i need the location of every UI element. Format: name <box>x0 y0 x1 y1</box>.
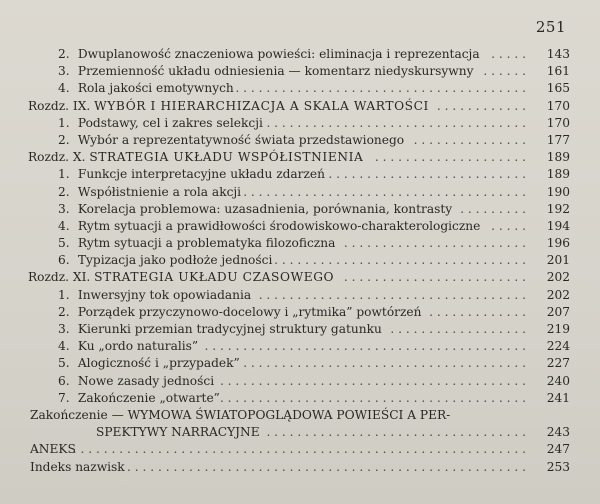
toc-entry-title <box>58 46 480 63</box>
toc-entry-title <box>28 269 334 286</box>
toc-entry-title <box>58 63 473 80</box>
toc-entry-title <box>58 338 198 355</box>
toc-entry-text: Przemienność układu odniesienia — komentarz niedyskursywny <box>77 64 474 79</box>
toc-entry-number: Rozdz. X. <box>28 150 86 165</box>
dot-leader: . . . . . . . . . . . . <box>436 98 526 113</box>
toc-entry-page: 202 <box>546 287 570 302</box>
toc-entry <box>30 424 570 441</box>
dot-leader: . . . . . . . . . . . . . . . . . . . . . . . . . . . . . . . . . . . . . <box>243 184 526 199</box>
toc-entry-title <box>30 441 76 458</box>
toc-entry-page: 143 <box>546 47 570 61</box>
toc-entry-title <box>58 287 251 304</box>
toc-entry-number: 7. <box>58 390 70 405</box>
toc-entry-page: 247 <box>546 442 570 457</box>
toc-entry-page: 207 <box>546 304 570 319</box>
toc-entry-page: 177 <box>546 132 570 147</box>
toc-entry <box>30 338 570 355</box>
toc-entry-title <box>58 252 272 269</box>
toc-entry-page: 190 <box>546 184 570 199</box>
toc-entry <box>30 98 570 115</box>
toc-entry-number: 1. <box>58 167 70 182</box>
dot-leader: . . . . . . . . . . . . . . . . . . . . . . . . . . . . . . . . . . . . . . . . . . . . . . . . . . . . <box>126 459 526 474</box>
dot-leader: . . . . . <box>491 218 526 233</box>
toc-entry-title <box>58 166 325 183</box>
toc-entry <box>30 218 570 235</box>
toc-entry-page: 219 <box>546 322 570 336</box>
toc-entry-text: Zakończenie — WYMOWA ŚWIATOPOGLĄDOWA POWIEŚCI A PER- <box>30 407 451 422</box>
toc-entry-number: 4. <box>58 81 70 96</box>
toc-entry <box>30 373 570 390</box>
toc-entry <box>30 407 570 424</box>
toc-entry-text: Nowe zasady jedności <box>77 373 215 388</box>
toc-entry-text: STRATEGIA UKŁADU WSPÓŁISTNIENIA <box>89 150 364 165</box>
dot-leader: . . . . . . . . . . . . . . . . . . . . . . . . . . . . . . . . . . . <box>258 287 526 302</box>
toc-entry-page: 192 <box>546 201 570 216</box>
toc-entry-text: SPEKTYWY NARRACYJNE <box>96 425 260 440</box>
toc-entry-text: Porządek przyczynowo-docelowy i „rytmika” powtórzeń <box>77 304 422 319</box>
toc-entry-page: 170 <box>546 115 570 130</box>
toc-entry-text: Rola jakości emotywnych <box>77 81 234 96</box>
toc-entry-title <box>58 201 452 218</box>
dot-leader: . . . . . . . . . . . . . . . . . . . . . . . . . . . . . . . . . <box>274 253 526 268</box>
dot-leader: . . . . . . . . . . . . . . . . . . . . <box>374 150 526 165</box>
toc-entry-number: 2. <box>58 184 70 199</box>
toc-entry-page: 189 <box>546 150 570 165</box>
dot-leader: . . . . . . . . . . . . . . . . . . . . . . . . . . <box>328 167 526 182</box>
dot-leader: . . . . . . . . . . . . . . . . . . . . . . . . . . . . . . . . . . <box>266 425 526 440</box>
toc-entry-title <box>58 321 382 338</box>
toc-entry-number: 2. <box>58 132 70 147</box>
dot-leader: . . . . . . . . . . . . . . . . . . <box>390 322 526 336</box>
toc-entry-number: 5. <box>58 356 70 371</box>
toc-entry-text: Korelacja problemowa: uzasadnienia, porównania, kontrasty <box>77 201 453 216</box>
toc-entry-page: 194 <box>546 218 570 233</box>
toc-entry-title <box>96 424 260 441</box>
toc-entry <box>30 132 570 149</box>
table-of-contents <box>30 46 570 476</box>
toc-entry-text: Rytm sytuacji a prawidłowości środowiskowo-charakterologiczne <box>77 218 481 233</box>
toc-entry-number: Rozdz. XI. <box>28 270 91 285</box>
toc-entry-number: 6. <box>58 373 70 388</box>
toc-entry-page: 170 <box>546 98 570 113</box>
toc-entry-text: Alogiczność i „przypadek” <box>77 356 240 371</box>
toc-entry-text: Rytm sytuacji a problematyka filozoficzna <box>77 236 336 251</box>
toc-entry-page: 253 <box>546 459 570 474</box>
toc-entry-text: STRATEGIA UKŁADU CZASOWEGO <box>94 270 335 285</box>
toc-entry-number: 5. <box>58 236 70 251</box>
toc-entry-page: 196 <box>546 236 570 251</box>
toc-entry-text: Funkcje interpretacyjne układu zdarzeń <box>77 167 325 182</box>
dot-leader: . . . . . . . . . . . . . <box>429 304 526 319</box>
toc-entry-title <box>58 80 234 97</box>
toc-entry-page: 201 <box>546 253 570 268</box>
toc-entry-title <box>58 184 241 201</box>
toc-entry-number: 2. <box>58 304 70 319</box>
dot-leader: . . . . . . . . . . . . . . . . . . . . . . . . . . . . . . . . . . . . . . . . <box>219 373 526 388</box>
toc-entry-number: 4. <box>58 339 70 354</box>
toc-entry-text: Współistnienie a rola akcji <box>77 184 242 199</box>
dot-leader: . . . . . . . . . . . . . . . . . . . . . . . . . . . . . . . . . . . . . . . . <box>219 390 526 405</box>
toc-entry <box>30 184 570 201</box>
dot-leader: . . . . . . . . . . . . . . . . . . . . . . . . . . . . . . . . . . <box>266 115 526 130</box>
toc-entry-title <box>58 373 214 390</box>
toc-entry <box>30 287 570 304</box>
toc-entry-text: ANEKS <box>30 442 76 457</box>
toc-entry-text: Typizacja jako podłoże jedności <box>77 253 273 268</box>
toc-entry <box>30 149 570 166</box>
toc-entry <box>30 304 570 321</box>
dot-leader: . . . . . . . . . <box>460 201 526 216</box>
toc-entry-title <box>58 355 240 372</box>
toc-entry-page: 224 <box>546 339 570 354</box>
toc-entry-text: Inwersyjny tok opowiadania <box>77 287 252 302</box>
toc-entry <box>30 166 570 183</box>
toc-entry <box>30 441 570 458</box>
toc-entry <box>30 80 570 97</box>
toc-entry-number: 3. <box>58 64 70 79</box>
toc-entry <box>30 355 570 372</box>
dot-leader: . . . . . <box>491 47 526 61</box>
toc-entry-page: 161 <box>546 64 570 79</box>
toc-entry-number: Rozdz. IX. <box>28 98 91 113</box>
toc-entry-number: 3. <box>58 201 70 216</box>
toc-entry-page: 227 <box>546 356 570 371</box>
dot-leader: . . . . . . . . . . . . . . . . . . . . . . . . . . . . . . . . . . . . . . . . . . <box>204 339 526 354</box>
dot-leader: . . . . . . . . . . . . . . . <box>413 132 526 147</box>
toc-entry-number: 1. <box>58 287 70 302</box>
toc-entry-page: 241 <box>546 390 570 405</box>
dot-leader: . . . . . . . . . . . . . . . . . . . . . . . . . . . . . . . . . . . . . . . . . . . . . . . . . . . . . . . . . . . <box>72 442 526 457</box>
toc-entry-number: 6. <box>58 253 70 268</box>
toc-entry-text: Zakończenie „otwarte” <box>77 390 220 405</box>
toc-entry <box>30 459 570 476</box>
dot-leader: . . . . . . . . . . . . . . . . . . . . . . . . . . . . . . . . . . . . . <box>243 356 526 371</box>
toc-entry-text: Indeks nazwisk <box>30 459 125 474</box>
toc-entry-title <box>28 98 429 115</box>
toc-entry-title <box>58 218 480 235</box>
toc-entry-text: Kierunki przemian tradycyjnej struktury gatunku <box>77 322 382 336</box>
toc-entry-title <box>30 459 125 476</box>
toc-entry <box>30 252 570 269</box>
toc-entry-page: 240 <box>546 373 570 388</box>
dot-leader: . . . . . . . . . . . . . . . . . . . . . . . . <box>343 236 526 251</box>
page-number: 251 <box>535 18 566 36</box>
dot-leader: . . . . . . . . . . . . . . . . . . . . . . . . <box>343 270 526 285</box>
toc-entry-number: 3. <box>58 322 70 336</box>
toc-entry <box>30 201 570 218</box>
dot-leader: . . . . . . . . . . . . . . . . . . . . . . . . . . . . . . . . . . . . . . <box>235 81 526 96</box>
toc-entry-title <box>58 390 220 407</box>
toc-entry <box>30 46 570 63</box>
toc-entry-title <box>58 132 404 149</box>
toc-entry-page: 243 <box>546 425 570 440</box>
toc-entry-text: Podstawy, cel i zakres selekcji <box>77 115 263 130</box>
toc-entry-page: 165 <box>546 81 570 96</box>
toc-entry-title <box>58 115 263 132</box>
toc-entry-page: 202 <box>546 270 570 285</box>
toc-entry <box>30 269 570 286</box>
toc-entry <box>30 321 570 338</box>
dot-leader: . . . . . . <box>483 64 526 79</box>
toc-entry-number: 1. <box>58 115 70 130</box>
toc-entry <box>30 115 570 132</box>
toc-entry-title <box>30 407 450 424</box>
toc-entry <box>30 235 570 252</box>
toc-entry <box>30 390 570 407</box>
toc-entry-text: Wybór a reprezentatywność świata przedstawionego <box>77 132 405 147</box>
toc-entry-title <box>58 235 335 252</box>
toc-entry-title <box>28 149 363 166</box>
toc-entry-number: 4. <box>58 218 70 233</box>
toc-entry-text: Dwuplanowość znaczeniowa powieści: eliminacja i reprezentacja <box>77 47 480 61</box>
toc-entry-page: 189 <box>546 167 570 182</box>
toc-entry-text: WYBÓR I HIERARCHIZACJA A SKALA WARTOŚCI <box>94 98 429 113</box>
toc-entry <box>30 63 570 80</box>
toc-entry-title <box>58 304 421 321</box>
toc-entry-text: Ku „ordo naturalis” <box>77 339 199 354</box>
toc-entry-number: 2. <box>58 47 70 61</box>
